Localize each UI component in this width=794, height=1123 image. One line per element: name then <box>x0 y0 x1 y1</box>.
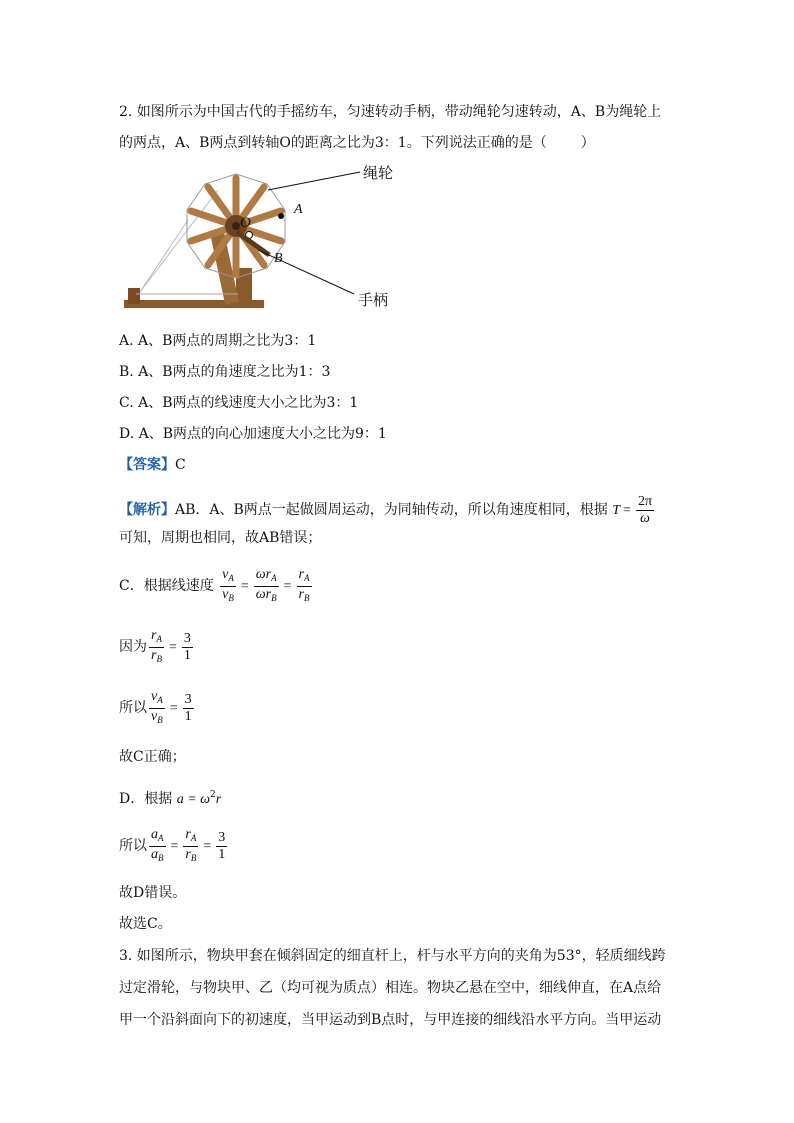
answer-line <box>119 455 186 475</box>
ratio-num: 3 <box>184 691 192 707</box>
analysis-tag: 【解析】 <box>119 502 175 518</box>
so-line: 所以 $\frac{v_A}{v_B}$ = $\frac{3}{1}$ <box>119 688 192 725</box>
axis-o-label: O <box>240 215 251 231</box>
sub-b: B <box>158 852 164 863</box>
c-w-den: ωr <box>255 586 272 602</box>
c-v-num: v <box>222 566 229 582</box>
point-a-label: A <box>294 202 303 217</box>
so-line-2: 所以 $\frac{a_A}{a_B}$ = $\frac{r_A}{r_B}$ = $\frac{3}{1}$ <box>119 826 226 863</box>
handle-label: 手柄 <box>358 291 389 309</box>
choose-line: 故选C。 <box>119 916 172 932</box>
c-w-num: ωr <box>255 566 272 582</box>
sub-b: B <box>157 714 163 725</box>
sub-b: B <box>190 852 197 863</box>
c-text: C．根据线速度 <box>119 578 214 594</box>
d-analysis <box>119 785 221 810</box>
sub-b: B <box>271 592 277 603</box>
q2-stem-line1: 2. 如图所示为中国古代的手摇纺车，匀速转动手柄，带动绳轮匀速转动，A、B为绳轮上 <box>119 104 662 120</box>
q3-stem-line1: 3. 如图所示，物块甲套在倾斜固定的细直杆上，杆与水平方向的夹角为53°，轻质细线跨 <box>119 948 666 964</box>
answer-value: C <box>175 457 186 473</box>
d-formula-sup: 2 <box>210 790 216 800</box>
d-text: D．根据 <box>119 791 173 807</box>
because-line: 因为 $\frac{r_A}{r_B}$ = $\frac{3}{1}$ <box>119 627 191 664</box>
v-num: v <box>151 688 158 704</box>
ratio-den: 1 <box>183 647 191 663</box>
r-den: r <box>185 846 191 862</box>
d-wrong: 故D错误。 <box>119 885 187 901</box>
answer-tag: 【答案】 <box>119 457 175 473</box>
sub-a: A <box>271 572 277 583</box>
ratio-num: 3 <box>183 630 191 646</box>
point-b-label: B <box>274 251 283 266</box>
q2-stem-paren-close: ） <box>580 135 595 151</box>
sub-a: A <box>157 694 163 705</box>
c-analysis: C．根据线速度 $\frac{v_A}{v_B}$ = $\frac{\omega r_A}{\omega r_B}$ = $\frac{r_A}{r_B}$ <box>119 566 310 603</box>
d-formula-r: r <box>215 792 222 807</box>
c-r-den: r <box>298 586 304 602</box>
spinning-wheel-figure <box>118 160 408 320</box>
analysis-line1: 【解析】AB．A、B两点一起做圆周运动，为同轴传动，所以角速度相同，根据 T = $\frac{2\pi}{\omega}$ <box>119 493 653 526</box>
sub-b: B <box>156 653 162 664</box>
c-correct: 故C正确； <box>119 749 186 765</box>
formula-t-fraction <box>636 494 654 527</box>
q2-stem-line2-text: 的两点，A、B两点到转轴O的距离之比为3：1。下列说法正确的是（ <box>119 135 547 151</box>
formula-t-symbol: T <box>612 503 621 518</box>
ratio-num: 3 <box>218 829 226 845</box>
formula-t-den: ω <box>640 510 650 526</box>
a-num: a <box>151 826 158 842</box>
a-den: a <box>151 846 158 862</box>
r-den: r <box>151 647 157 663</box>
sub-a: A <box>156 633 162 644</box>
sub-a: A <box>228 572 234 583</box>
q3-stem-line2: 过定滑轮，与物块甲、乙（均可视为质点）相连。物块乙悬在空中，细线伸直，在A点给 <box>119 980 662 996</box>
option-a: A. A、B两点的周期之比为3：1 <box>119 333 317 349</box>
r-num: r <box>185 826 191 842</box>
v-den: v <box>151 708 158 724</box>
c-v-den: v <box>222 586 229 602</box>
q2-stem-line2 <box>119 133 595 153</box>
c-r-num: r <box>298 566 304 582</box>
option-b: B. A、B两点的角速度之比为1：3 <box>119 364 331 380</box>
formula-t-num: 2π <box>637 493 653 509</box>
so-text-2: 所以 <box>119 838 147 854</box>
sub-a: A <box>158 832 164 843</box>
q3-stem-line3: 甲一个沿斜面向下的初速度，当甲运动到B点时，与甲连接的细线沿水平方向。当甲运动 <box>119 1012 662 1028</box>
sub-b: B <box>304 592 310 603</box>
sub-a: A <box>190 832 197 843</box>
because-text: 因为 <box>119 639 147 655</box>
analysis-text1: AB．A、B两点一起做圆周运动，为同轴传动，所以角速度相同，根据 <box>175 502 608 518</box>
sub-a: A <box>304 572 310 583</box>
ratio-den: 1 <box>218 846 226 862</box>
analysis-line2: 可知，周期也相同，故AB错误； <box>119 530 322 546</box>
ratio-den: 1 <box>184 708 192 724</box>
option-c: C. A、B两点的线速度大小之比为3：1 <box>119 395 359 411</box>
r-num: r <box>151 627 157 643</box>
d-formula: a = ω <box>176 792 211 807</box>
wheel-label: 绳轮 <box>363 164 394 182</box>
so-text: 所以 <box>119 700 147 716</box>
option-d: D. A、B两点的向心加速度大小之比为9：1 <box>119 426 387 442</box>
sub-b: B <box>228 592 234 603</box>
